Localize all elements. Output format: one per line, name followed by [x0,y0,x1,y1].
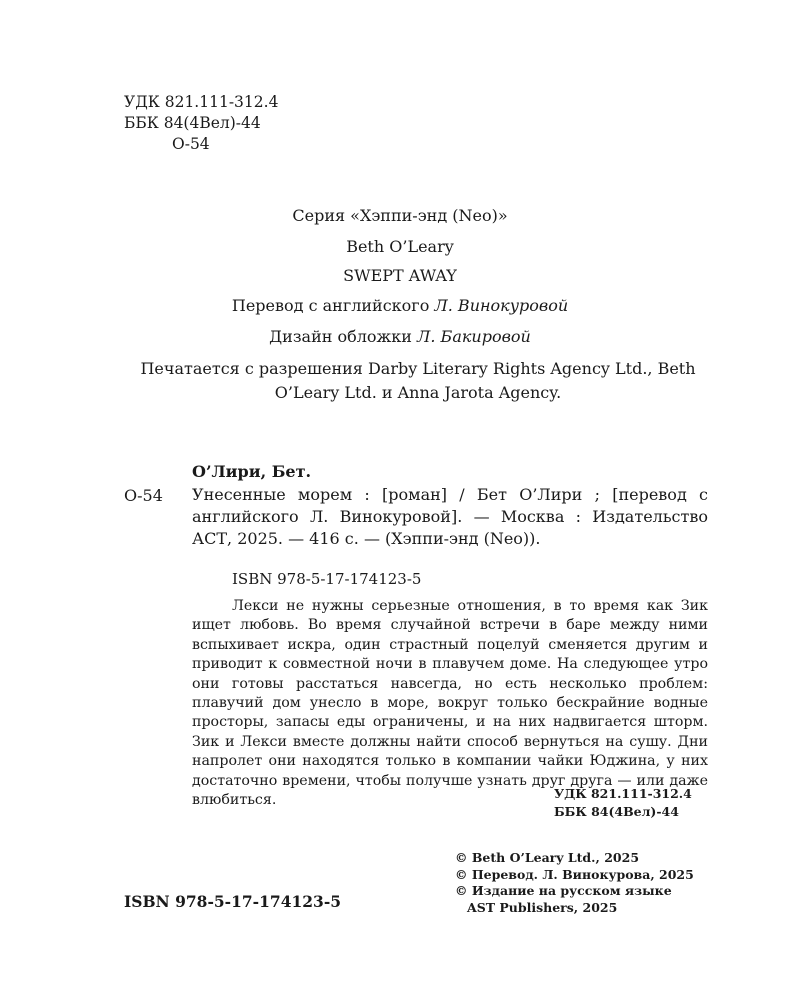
copyright-line: © Beth O’Leary Ltd., 2025 [455,850,640,865]
catalog-description: Унесенные морем : [роман] / Бет О’Лири ; [перевод с английского Л. Винокуровой]. — Москва : Издательство АСТ, 2025. — 416 с. — (Хэппи-энд (Neo)). [192,485,708,548]
translation-label: Перевод с английского [231,296,435,315]
annotation-bbk: ББК 84(4Вел)-44 [554,804,679,819]
catalog-isbn: ISBN 978-5-17-174123-5 [232,570,422,588]
catalog-code: О-54 [124,486,163,505]
original-author: Beth O’Leary [346,237,454,256]
annotation-udk: УДК 821.111-312.4 [554,786,692,801]
catalog-author: О’Лири, Бет. [192,462,312,481]
author-code: О-54 [172,135,210,153]
cover-design-credit [0,327,800,346]
annotation-codes [554,785,692,821]
cover-design-label: Дизайн обложки [269,327,418,346]
copyright-line: AST Publishers, 2025 [467,899,618,915]
translator-name: Л. Винокуровой [434,296,569,315]
bbk-code: ББК 84(4Вел)-44 [124,114,261,132]
classification-codes [124,92,278,155]
translation-credit [0,296,800,315]
copyright-block [455,850,694,916]
copyright-line: © Перевод. Л. Винокурова, 2025 [455,866,694,882]
udk-code: УДК 821.111-312.4 [124,93,279,111]
designer-name: Л. Бакировой [417,327,531,346]
annotation-text: Лекси не нужны серьезные отношения, в то время как Зик ищет любовь. Во время случайной встречи в баре между ними вспыхивает искра, один страстный поцелуй сменяется другим и приводит к совместной ночи в плавучем доме. На следующее утро они готовы расстаться навсегда, но есть несколько проблем: плавучий дом унесло в море, вокруг только бескрайние водные просторы, запасы еды ограничены, и на них надвигается шторм. Зик и Лекси вместе должны найти способ вернуться на сушу. Дни напролет они находятся только в компании чайки Юджина, у них достаточно времени, чтобы получше узнать друг друга — или даже влюбиться. [192,598,708,809]
copyright-line: © Издание на русском языке [455,883,672,899]
series-line: Серия «Хэппи-энд (Neo)» [292,206,508,225]
main-isbn: ISBN 978-5-17-174123-5 [124,892,342,911]
permission-notice: Печатается с разрешения Darby Literary Rights Agency Ltd., Beth O’Leary Ltd. и Anna Jarota Agency. [140,359,696,402]
original-title: SWEPT AWAY [343,266,457,285]
